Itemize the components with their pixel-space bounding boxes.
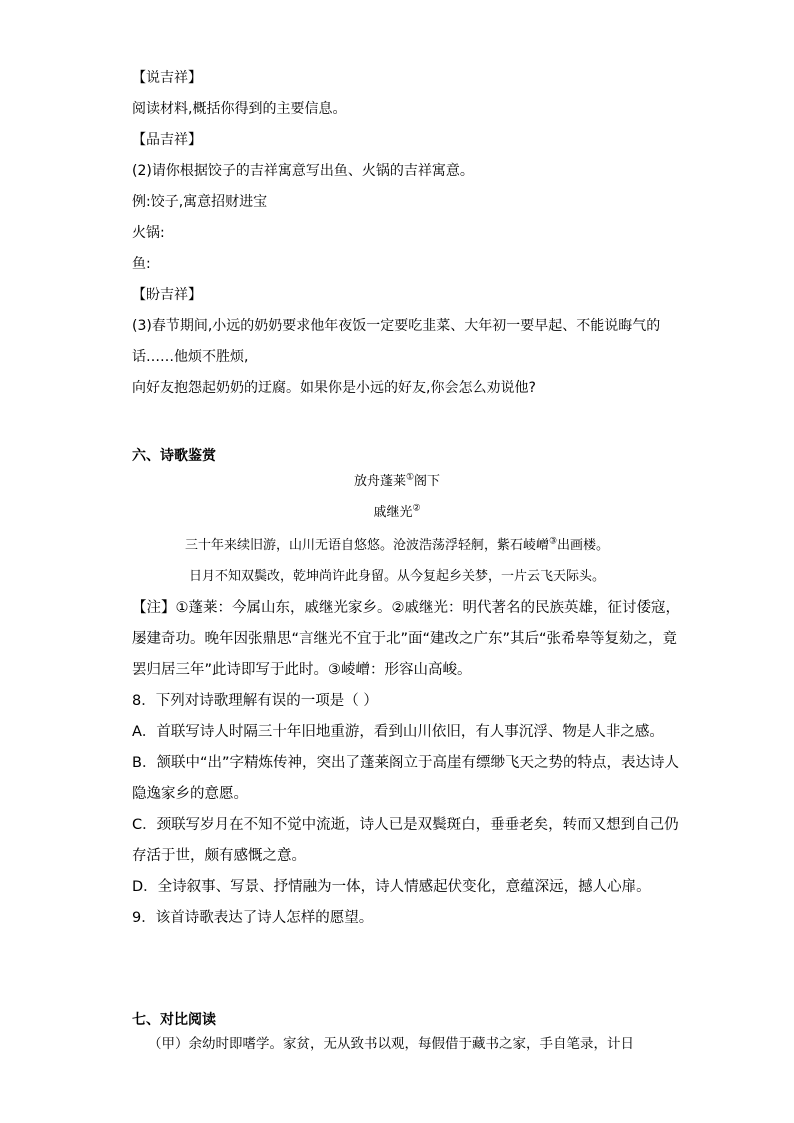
question-3-line2: 话……他烦不胜烦, — [132, 349, 249, 365]
option-b-line2: 隐逸家乡的意愿。 — [132, 786, 248, 802]
section-heading-comparison: 七、对比阅读 — [132, 1012, 216, 1028]
option-d: D．全诗叙事、写景、抒情融为一体，诗人情感起伏变化，意蕴深远，撼人心扉。 — [132, 879, 651, 895]
option-c-line2: 存活于世，颇有感慨之意。 — [132, 848, 306, 864]
answer-yu: 鱼: — [132, 256, 151, 272]
answer-huoguo: 火锅: — [132, 225, 165, 241]
option-b-line1: B．颔联中“出”字精炼传神，突出了蓬莱阁立于高崖有缥缈飞天之势的特点，表达诗人 — [132, 755, 679, 771]
question-9: 9．该首诗歌表达了诗人怎样的愿望。 — [132, 910, 374, 926]
note-line-1: 【注】①蓬莱：今属山东，戚继光家乡。②戚继光：明代著名的民族英雄，征讨倭寇， — [132, 600, 680, 616]
footnote-mark-2: ② — [412, 503, 421, 514]
question-3-line3: 向好友抱怨起奶奶的迂腐。如果你是小远的好友,你会怎么劝说他? — [132, 380, 536, 396]
poem-line-1: 三十年来续旧游，山川无语自悠悠。沧波浩荡浮轻舸，紫石崚嶒③出画楼。 — [184, 536, 610, 553]
heading-shuo-jixiang: 【说吉祥】 — [132, 70, 202, 86]
note-line-3: 罢归居三年”此诗即写于此时。③崚嶒：形容山高峻。 — [132, 662, 472, 678]
example-line: 例:饺子,寓意招财进宝 — [132, 194, 268, 210]
option-a: A．首联写诗人时隔三十年旧地重游，看到山川依旧，有人事沉浮、物是人非之感。 — [132, 724, 664, 740]
footnote-mark-3: ③ — [548, 536, 558, 547]
option-c-line1: C．颈联写岁月在不知不觉中流逝，诗人已是双鬓斑白，垂垂老矣，转而又想到自己仍 — [132, 817, 679, 833]
note-line-2: 屡建奇功。晚年因张鼎思“言继光不宜于北”面“建改之广东”其后“张希皋等复劾之，竟 — [132, 631, 678, 647]
poem-title: 放舟蓬莱①阁下 — [353, 472, 441, 489]
heading-pin-jixiang: 【品吉祥】 — [132, 132, 202, 148]
question-8: 8．下列对诗歌理解有误的一项是（ ） — [132, 693, 378, 709]
question-3-line1: (3)春节期间,小远的奶奶要求他年夜饭一定要吃韭菜、大年初一要早起、不能说晦气的 — [132, 318, 661, 334]
heading-pan-jixiang: 【盼吉祥】 — [132, 287, 202, 303]
poem-line-2: 日月不知双鬓改，乾坤尚许此身留。从今复起乡关梦，一片云飞天际头。 — [188, 569, 605, 584]
footnote-mark-1: ① — [405, 472, 415, 483]
passage-jia-line1: （甲）余幼时即嗜学。家贫，无从致书以观，每假借于藏书之家，手自笔录，计日 — [148, 1036, 634, 1052]
poem-author: 戚继光② — [373, 503, 421, 520]
question-shuo: 阅读材料,概括你得到的主要信息。 — [132, 101, 347, 117]
question-2: (2)请你根据饺子的吉祥寓意写出鱼、火锅的吉祥寓意。 — [132, 163, 474, 179]
section-heading-poetry: 六、诗歌鉴赏 — [132, 448, 216, 464]
